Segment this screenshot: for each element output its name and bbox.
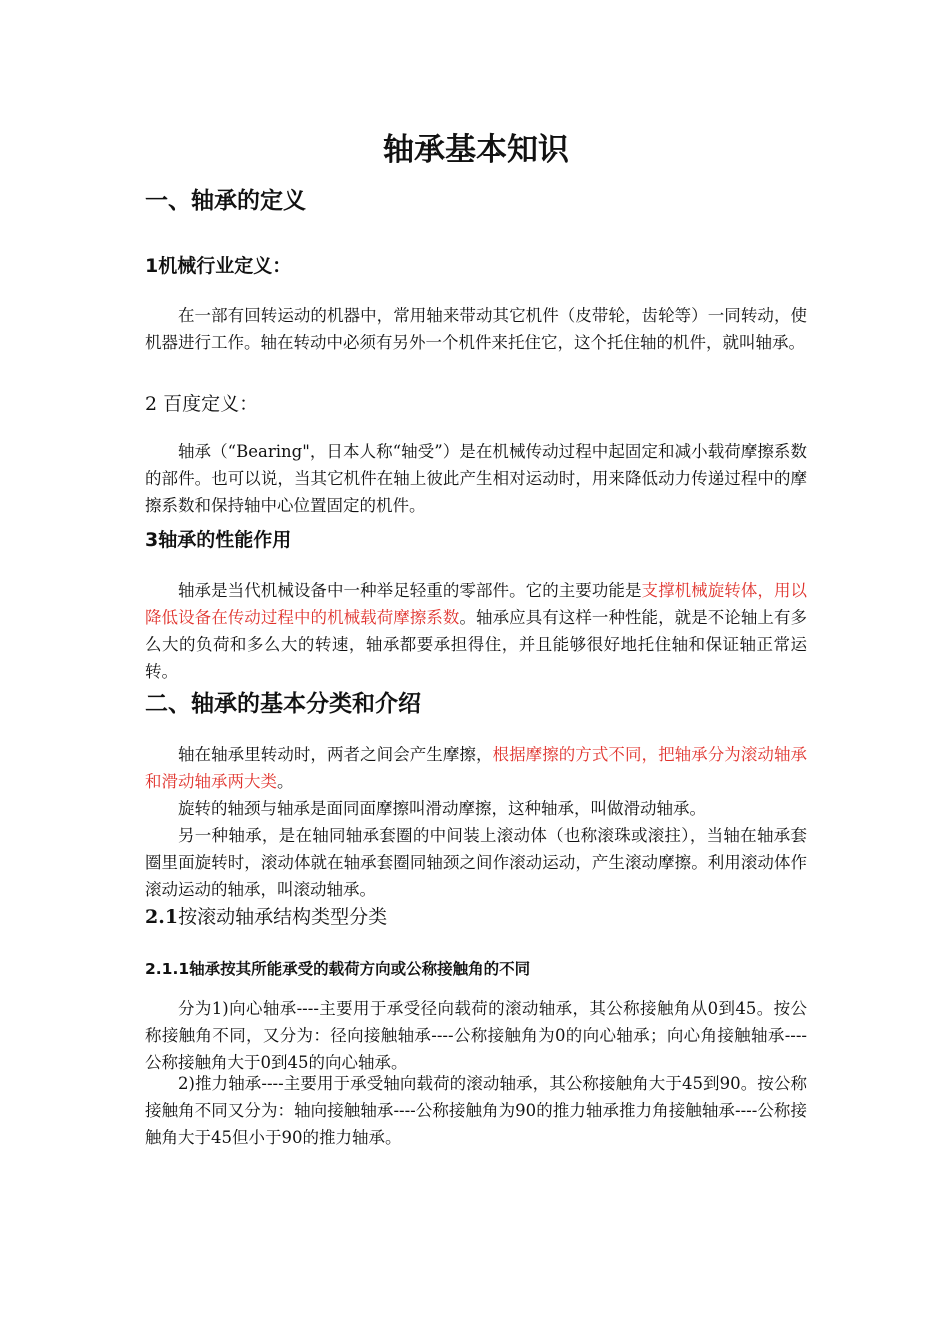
section-number: 2.1	[145, 906, 179, 928]
paragraph-text: 。	[277, 772, 294, 791]
section-2-paragraph-3: 另一种轴承，是在轴同轴承套圈的中间装上滚动体（也称滚珠或滚拄），当轴在轴承套圈里面旋转时，滚动体就在轴承套圈同轴颈之间作滚动运动，产生滚动摩擦。利用滚动体作滚动运动的轴承，叫滚动轴承。	[145, 826, 807, 899]
section-2-heading: 二、轴承的基本分类和介绍	[145, 691, 421, 717]
section-title: 按滚动轴承结构类型分类	[178, 906, 388, 928]
document-title: 轴承基本知识	[383, 132, 569, 168]
section-1-1-heading: 1机械行业定义：	[145, 255, 292, 277]
paragraph-text: 轴承是当代机械设备中一种举足轻重的零部件。它的主要功能是	[178, 581, 642, 600]
section-2-paragraph-2: 旋转的轴颈与轴承是面同面摩擦叫滑动摩擦，这种轴承，叫做滑动轴承。	[178, 799, 706, 818]
section-2-1-1-paragraph-1: 分为1)向心轴承----主要用于承受径向载荷的滚动轴承，其公称接触角从0到45。按公称接触角不同，又分为：径向接触轴承----公称接触角为0的向心轴承；向心角接触轴承----公称接触角大于0到45的向心轴承。	[145, 999, 807, 1072]
section-2-1-1-paragraph-2: 2)推力轴承----主要用于承受轴向载荷的滚动轴承，其公称接触角大于45到90。按公称接触角不同又分为：轴向接触轴承----公称接触角为90的推力轴承推力角接触轴承----公称接触角大于45但小于90的推力轴承。	[145, 1074, 807, 1147]
section-1-heading: 一、轴承的定义	[145, 188, 306, 214]
highlighted-text: 支撑机械旋转体，用以降低设备在传动过程中的机械载荷摩擦系数	[145, 581, 808, 627]
highlighted-text: 根据摩擦的方式不同，把轴承分为滚动轴承和滑动轴承两大类	[145, 745, 808, 791]
section-1-3-paragraph	[145, 577, 807, 685]
section-1-2-paragraph: 轴承（“Bearing"，日本人称“轴受”）是在机械传动过程中起固定和减小载荷摩擦系数的部件。也可以说，当其它机件在轴上彼此产生相对运动时，用来降低动力传递过程中的摩擦系数和保持轴中心位置固定的机件。	[145, 442, 807, 515]
section-2-1-1-heading: 2.1.1轴承按其所能承受的载荷方向或公称接触角的不同	[145, 960, 531, 978]
section-1-3-heading: 3轴承的性能作用	[145, 529, 292, 551]
paragraph-text: 。轴承应具有这样一种性能，就是不论轴上有多么大的负荷和多么大的转速，轴承都要承担得住，并且能够很好地托住轴和保证轴正常运转。	[145, 608, 808, 681]
section-1-2-heading: 2 百度定义：	[145, 393, 259, 415]
paragraph-text: 轴在轴承里转动时，两者之间会产生摩擦，	[178, 745, 493, 764]
section-2-paragraph-1	[145, 741, 807, 795]
section-1-1-paragraph: 在一部有回转运动的机器中，常用轴来带动其它机件（皮带轮，齿轮等）一同转动，使机器进行工作。轴在转动中必须有另外一个机件来托住它，这个托住轴的机件，就叫轴承。	[145, 306, 807, 352]
section-2-1-heading	[145, 903, 387, 931]
